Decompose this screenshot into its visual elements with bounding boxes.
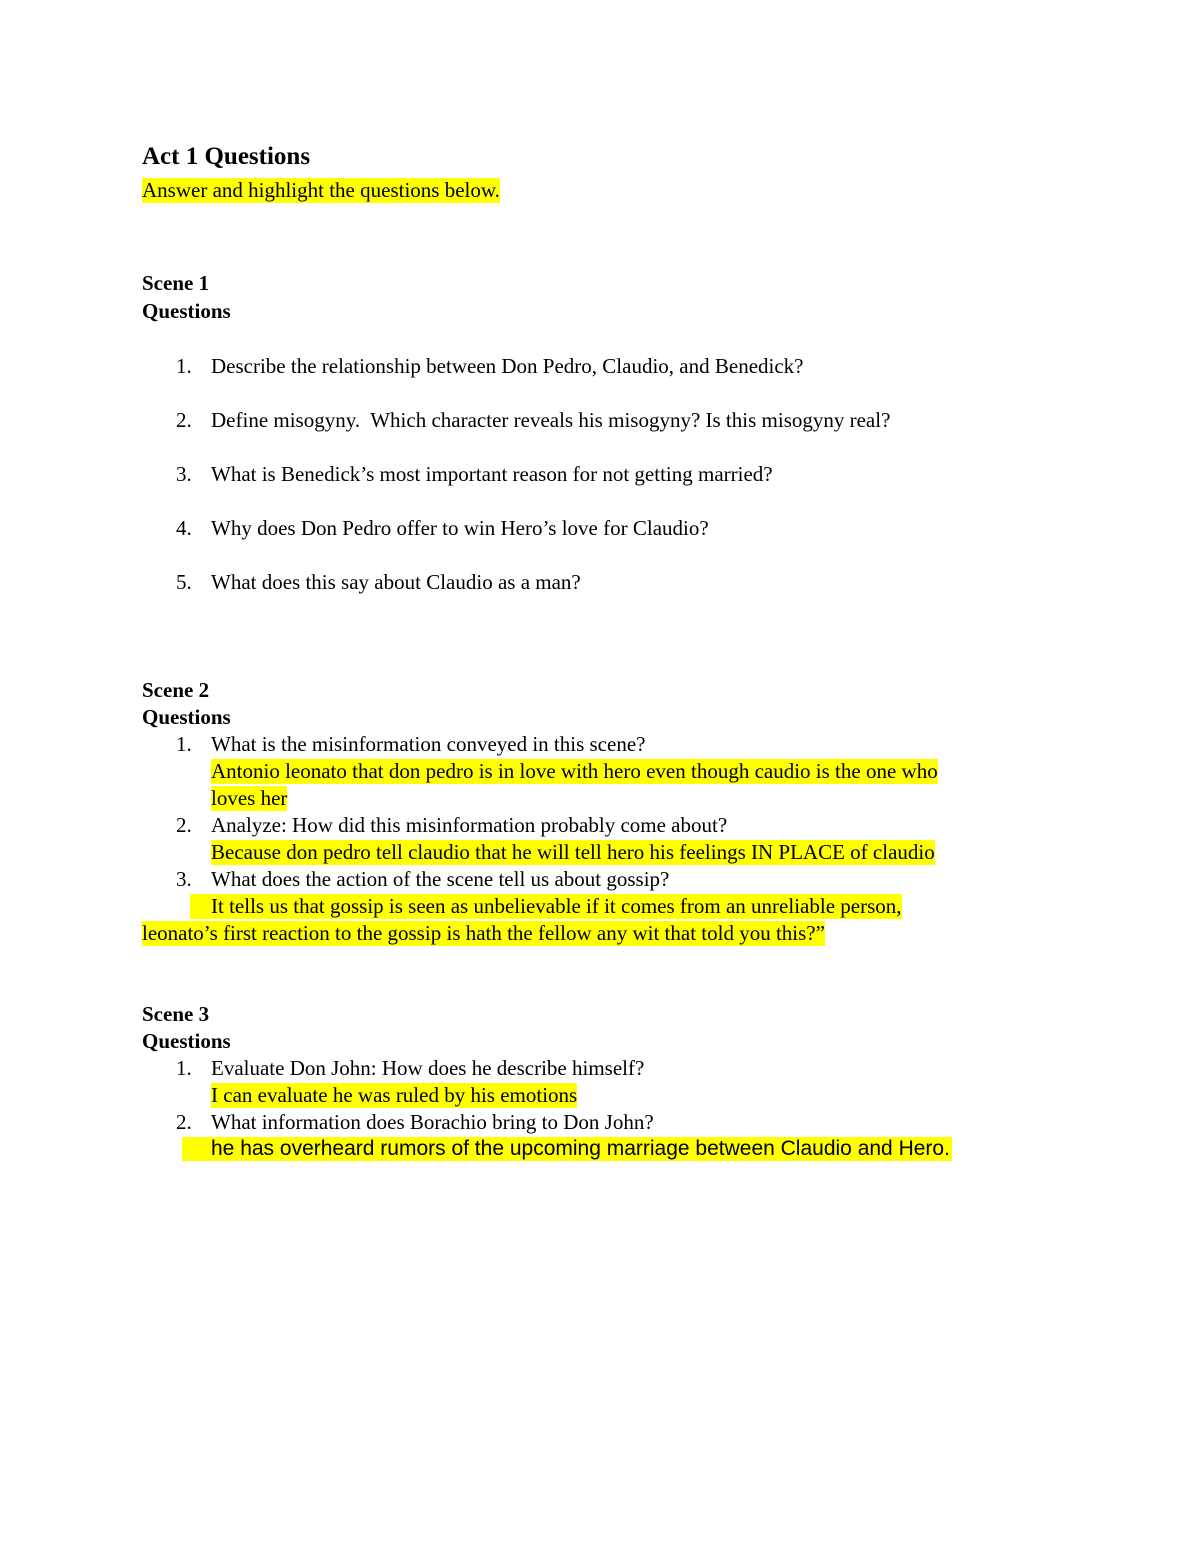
page-title: Act 1 Questions — [142, 143, 311, 170]
question-text: What does the action of the scene tell us about gossip? — [211, 867, 670, 891]
instruction-text: Answer and highlight the questions below. — [142, 178, 500, 202]
scene2-subheading: Questions — [142, 705, 231, 729]
answer-text: Because don pedro tell claudio that he will tell hero his feelings IN PLACE of claudio — [211, 840, 935, 864]
answer-text: leonato’s first reaction to the gossip is hath the fellow any wit that told you this?” — [142, 921, 825, 945]
question-number: 2. — [176, 813, 192, 837]
question-number: 4. — [176, 516, 192, 540]
question-text: Evaluate Don John: How does he describe himself? — [211, 1056, 645, 1080]
question-number: 2. — [176, 1110, 192, 1134]
scene1-heading: Scene 1 — [142, 271, 210, 295]
question-text: Describe the relationship between Don Pedro, Claudio, and Benedick? — [211, 354, 804, 378]
question-number: 5. — [176, 570, 192, 594]
question-number: 1. — [176, 354, 192, 378]
answer-text: It tells us that gossip is seen as unbelievable if it comes from an unreliable person, — [190, 894, 902, 919]
question-text: What is the misinformation conveyed in this scene? — [211, 732, 646, 756]
answer-text: I can evaluate he was ruled by his emotions — [211, 1083, 578, 1107]
scene2-heading: Scene 2 — [142, 678, 210, 702]
question-number: 3. — [176, 867, 192, 891]
scene3-subheading: Questions — [142, 1029, 231, 1053]
question-number: 1. — [176, 732, 192, 756]
question-text: What does this say about Claudio as a man? — [211, 570, 581, 594]
answer-text: he has overheard rumors of the upcoming marriage between Claudio and Hero. — [182, 1137, 952, 1161]
answer-text: loves her — [211, 786, 288, 810]
question-number: 1. — [176, 1056, 192, 1080]
answer-text: Antonio leonato that don pedro is in love with hero even though caudio is the one who — [211, 759, 938, 783]
question-text: Analyze: How did this misinformation probably come about? — [211, 813, 728, 837]
question-text: What information does Borachio bring to Don John? — [211, 1110, 654, 1134]
question-text: Why does Don Pedro offer to win Hero’s love for Claudio? — [211, 516, 709, 540]
question-text: Define misogyny. Which character reveals his misogyny? Is this misogyny real? — [211, 408, 891, 432]
question-number: 2. — [176, 408, 192, 432]
question-number: 3. — [176, 462, 192, 486]
scene1-subheading: Questions — [142, 299, 231, 323]
question-text: What is Benedick’s most important reason for not getting married? — [211, 462, 773, 486]
scene3-heading: Scene 3 — [142, 1002, 210, 1026]
